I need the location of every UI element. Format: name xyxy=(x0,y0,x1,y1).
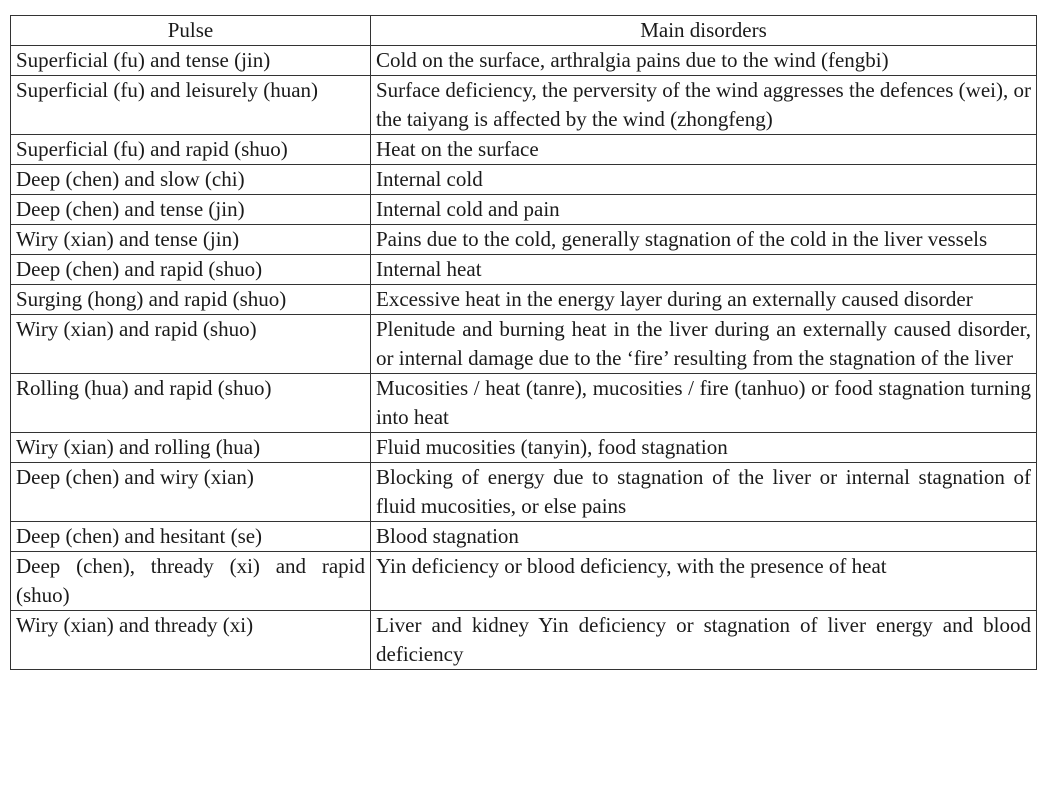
disorder-cell: Internal heat xyxy=(371,255,1037,285)
disorder-cell: Plenitude and burning heat in the liver during an externally caused disorder, or internal damage due to the ‘fire’ resulting from the stagnation of the liver xyxy=(371,315,1037,374)
table-row xyxy=(11,225,1037,255)
table-row xyxy=(11,611,1037,670)
disorder-cell: Internal cold xyxy=(371,165,1037,195)
pulse-disorders-table xyxy=(10,15,1037,670)
pulse-cell: Wiry (xian) and thready (xi) xyxy=(11,611,371,670)
table-row xyxy=(11,135,1037,165)
disorder-cell: Excessive heat in the energy layer during an externally caused disorder xyxy=(371,285,1037,315)
table-row xyxy=(11,552,1037,611)
document-page xyxy=(10,15,1036,670)
table-row xyxy=(11,433,1037,463)
table-row xyxy=(11,374,1037,433)
disorder-cell: Blocking of energy due to stagnation of the liver or internal stagnation of fluid mucosities, or else pains xyxy=(371,463,1037,522)
pulse-cell: Deep (chen), thready (xi) and rapid (shuo) xyxy=(11,552,371,611)
table-header-row xyxy=(11,16,1037,46)
disorder-cell: Fluid mucosities (tanyin), food stagnation xyxy=(371,433,1037,463)
pulse-cell: Deep (chen) and wiry (xian) xyxy=(11,463,371,522)
disorder-cell: Liver and kidney Yin deficiency or stagnation of liver energy and blood deficiency xyxy=(371,611,1037,670)
disorder-cell: Internal cold and pain xyxy=(371,195,1037,225)
table-row xyxy=(11,165,1037,195)
table-row xyxy=(11,463,1037,522)
disorder-cell: Blood stagnation xyxy=(371,522,1037,552)
table-row xyxy=(11,46,1037,76)
table-row xyxy=(11,285,1037,315)
table-row xyxy=(11,255,1037,285)
disorder-cell: Yin deficiency or blood deficiency, with the presence of heat xyxy=(371,552,1037,611)
pulse-cell: Surging (hong) and rapid (shuo) xyxy=(11,285,371,315)
pulse-cell: Deep (chen) and hesitant (se) xyxy=(11,522,371,552)
disorder-cell: Heat on the surface xyxy=(371,135,1037,165)
pulse-cell: Deep (chen) and slow (chi) xyxy=(11,165,371,195)
table-row xyxy=(11,522,1037,552)
column-header-pulse: Pulse xyxy=(11,16,371,46)
disorder-cell: Cold on the surface, arthralgia pains due to the wind (fengbi) xyxy=(371,46,1037,76)
pulse-cell: Deep (chen) and tense (jin) xyxy=(11,195,371,225)
pulse-cell: Wiry (xian) and rolling (hua) xyxy=(11,433,371,463)
pulse-cell: Superficial (fu) and tense (jin) xyxy=(11,46,371,76)
disorder-cell: Pains due to the cold, generally stagnation of the cold in the liver vessels xyxy=(371,225,1037,255)
pulse-cell: Wiry (xian) and rapid (shuo) xyxy=(11,315,371,374)
pulse-cell: Wiry (xian) and tense (jin) xyxy=(11,225,371,255)
pulse-cell: Superficial (fu) and rapid (shuo) xyxy=(11,135,371,165)
table-row xyxy=(11,76,1037,135)
pulse-cell: Superficial (fu) and leisurely (huan) xyxy=(11,76,371,135)
disorder-cell: Mucosities / heat (tanre), mucosities / fire (tanhuo) or food stagnation turning into heat xyxy=(371,374,1037,433)
pulse-cell: Deep (chen) and rapid (shuo) xyxy=(11,255,371,285)
disorder-cell: Surface deficiency, the perversity of the wind aggresses the defences (wei), or the taiyang is affected by the wind (zhongfeng) xyxy=(371,76,1037,135)
column-header-main-disorders: Main disorders xyxy=(371,16,1037,46)
table-row xyxy=(11,195,1037,225)
pulse-cell: Rolling (hua) and rapid (shuo) xyxy=(11,374,371,433)
table-row xyxy=(11,315,1037,374)
